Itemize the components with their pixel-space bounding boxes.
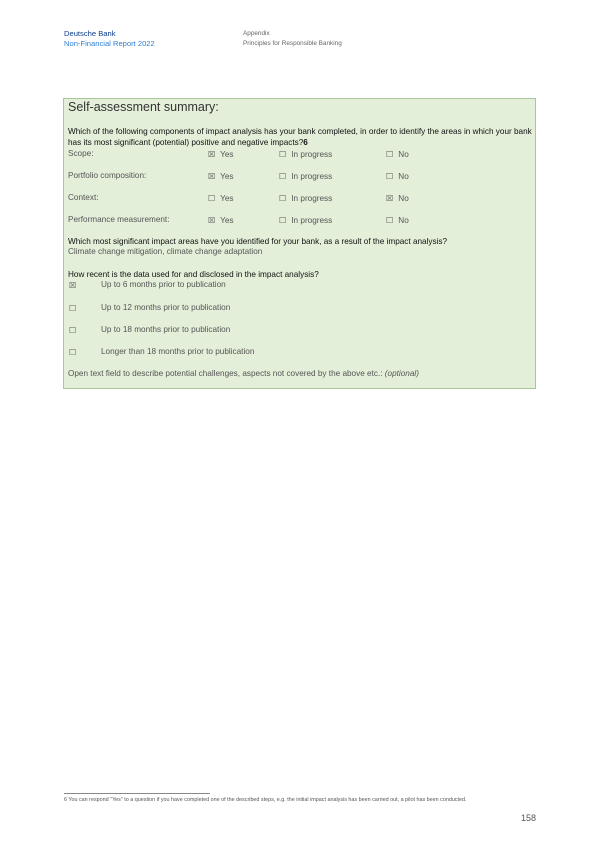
checkbox: ☐ [386, 150, 394, 159]
checkbox: ☒ [208, 216, 216, 225]
open-text-label: Open text field to describe potential challenges, aspects not covered by the above etc.: [68, 369, 383, 378]
checkbox: ☐ [279, 194, 287, 203]
footnote-ref: 6 [303, 138, 308, 147]
question-impact-components [68, 126, 534, 148]
recency-label: Up to 12 months prior to publication [101, 303, 231, 312]
checkbox: ☐ [386, 172, 394, 181]
option-label: In progress [291, 216, 333, 225]
option-in-progress[interactable] [279, 193, 332, 203]
open-text-field[interactable] [68, 369, 419, 378]
checkbox: ☐ [69, 348, 77, 357]
page-number: 158 [521, 813, 537, 823]
checkbox: ☐ [279, 172, 287, 181]
footnote-divider [64, 793, 210, 794]
option-yes[interactable] [208, 193, 234, 203]
self-assessment-box [63, 98, 536, 389]
row-label: Portfolio composition: [68, 171, 147, 180]
box-title: Self-assessment summary: [68, 100, 219, 114]
option-no[interactable] [386, 193, 409, 203]
row-label: Scope: [68, 149, 94, 158]
checkbox: ☒ [386, 194, 394, 203]
option-no[interactable] [386, 171, 409, 181]
option-yes[interactable] [208, 171, 234, 181]
checkbox: ☐ [208, 194, 216, 203]
option-in-progress[interactable] [279, 149, 332, 159]
option-label: No [398, 150, 409, 159]
checkbox: ☐ [386, 216, 394, 225]
header-right [243, 29, 342, 48]
report-name: Non-Financial Report 2022 [64, 38, 155, 48]
question-data-recency: How recent is the data used for and disclosed in the impact analysis? [68, 270, 319, 279]
recency-label: Up to 6 months prior to publication [101, 280, 226, 289]
checkbox: ☐ [69, 304, 77, 313]
option-label: Yes [220, 150, 234, 159]
option-no[interactable] [386, 215, 409, 225]
checkbox: ☒ [208, 172, 216, 181]
option-in-progress[interactable] [279, 215, 332, 225]
company-name: Deutsche Bank [64, 29, 116, 38]
option-label: No [398, 172, 409, 181]
header-left [64, 29, 155, 48]
checkbox: ☐ [279, 150, 287, 159]
question-impact-areas: Which most significant impact areas have you identified for your bank, as a result of the impact analysis? [68, 237, 448, 246]
option-label: In progress [291, 194, 333, 203]
footnote: 6 You can respond "Yes" to a question if you have completed one of the described steps, e.g. the initial impact analysis has been carried out, a pilot has been conducted. [64, 797, 467, 803]
option-no[interactable] [386, 149, 409, 159]
row-label: Performance measurement: [68, 215, 170, 224]
option-label: No [398, 194, 409, 203]
option-in-progress[interactable] [279, 171, 332, 181]
option-label: In progress [291, 172, 333, 181]
optional-label: (optional) [384, 369, 419, 378]
section-name: Appendix [243, 30, 270, 37]
checkbox: ☒ [208, 150, 216, 159]
checkbox: ☐ [69, 326, 77, 335]
option-label: In progress [291, 150, 333, 159]
option-yes[interactable] [208, 149, 234, 159]
subsection-name: Principles for Responsible Banking [243, 39, 342, 47]
option-yes[interactable] [208, 215, 234, 225]
row-label: Context: [68, 193, 99, 202]
recency-label: Longer than 18 months prior to publication [101, 347, 255, 356]
checkbox: ☐ [279, 216, 287, 225]
answer-impact-areas: Climate change mitigation, climate change adaptation [68, 247, 263, 256]
question-text: Which of the following components of impact analysis has your bank completed, in order to identify the areas in which your bank has its most significant (potential) positive and negative impacts? [68, 127, 532, 147]
recency-label: Up to 18 months prior to publication [101, 325, 231, 334]
option-label: No [398, 216, 409, 225]
option-label: Yes [220, 194, 234, 203]
checkbox: ☒ [69, 281, 77, 290]
option-label: Yes [220, 172, 234, 181]
option-label: Yes [220, 216, 234, 225]
